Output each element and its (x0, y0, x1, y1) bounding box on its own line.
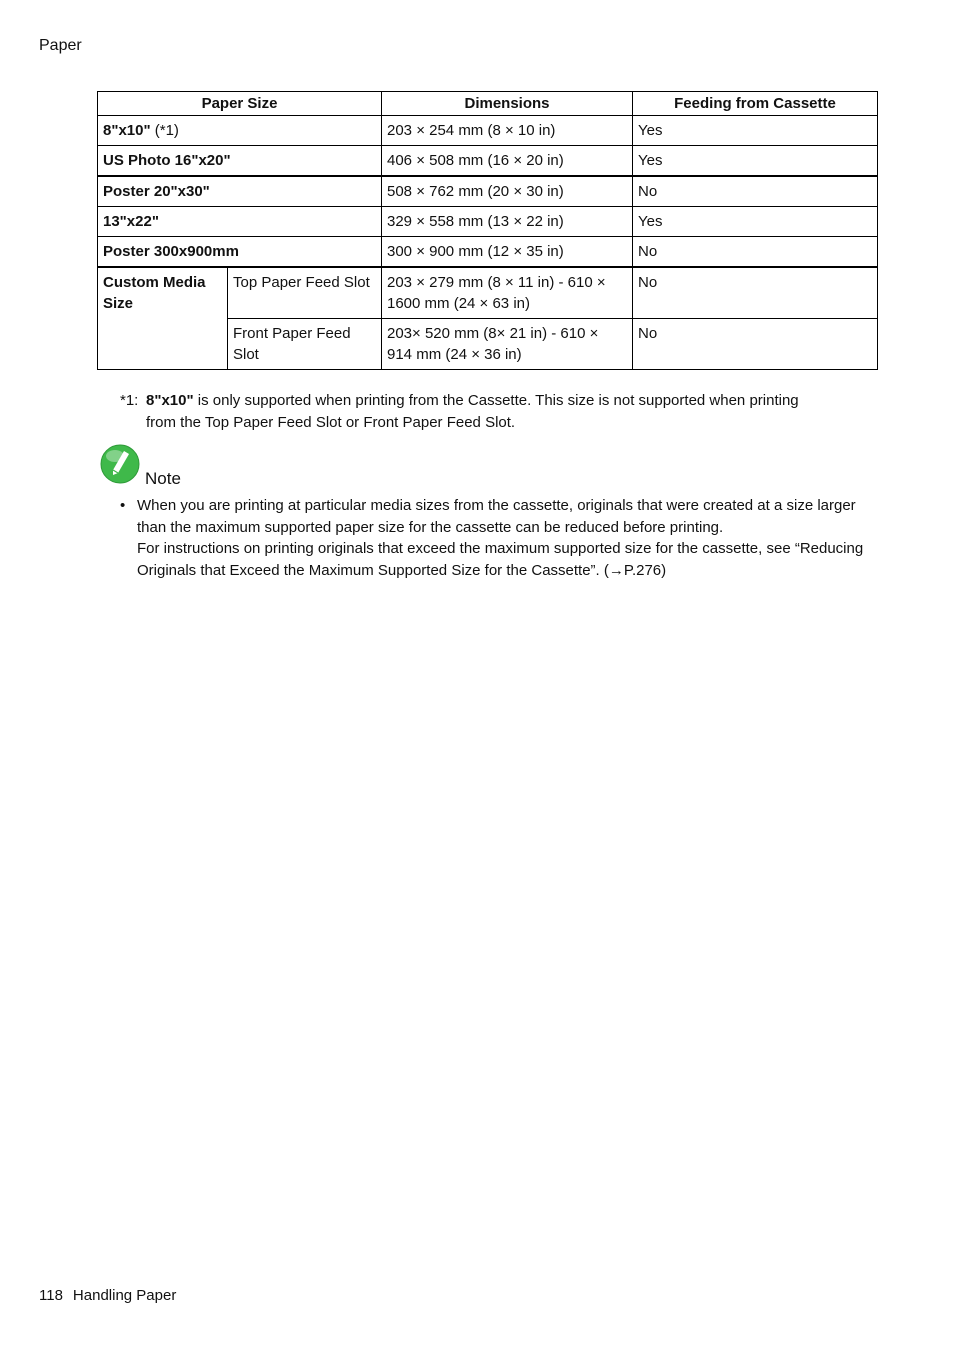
running-header: Paper (39, 37, 82, 54)
dimensions-cell: 300 × 900 mm (12 × 35 in) (382, 237, 633, 268)
dimensions-cell: 329 × 558 mm (13 × 22 in) (382, 207, 633, 237)
feed-slot-cell: Top Paper Feed Slot (228, 267, 382, 319)
pencil-note-icon (100, 444, 140, 484)
note-paragraph: When you are printing at particular media sizes from the cassette, originals that were created at a size larger than the maximum supported paper size for the cassette can be reduced before printing. (137, 497, 856, 536)
table-row (98, 267, 878, 319)
cassette-cell: No (633, 176, 878, 207)
cassette-cell: No (633, 267, 878, 319)
note-paragraph: For instructions on printing originals that exceed the maximum supported size for the cassette, see “Reducing Originals that Exceed the Maximum Supported Size for the Cassette”. (→P.276) (137, 540, 864, 579)
paper-size-cell: Poster 300x900mm (98, 237, 382, 268)
table-row (98, 237, 878, 268)
feed-slot-cell: Front Paper Feed Slot (228, 319, 382, 370)
cassette-cell: Yes (633, 116, 878, 146)
cassette-cell: Yes (633, 146, 878, 177)
header-paper-size: Paper Size (98, 92, 382, 116)
footnote-ref: (*1) (150, 122, 179, 139)
cassette-cell: Yes (633, 207, 878, 237)
paper-size-table (97, 91, 878, 370)
table-row (98, 207, 878, 237)
paper-size-cell: 8"x10" (*1) (98, 116, 382, 146)
dimensions-cell: 203 × 279 mm (8 × 11 in) - 610 × 1600 mm (24 × 63 in) (382, 267, 633, 319)
header-feeding-from-cassette: Feeding from Cassette (633, 92, 878, 116)
paper-size-cell: 13"x22" (98, 207, 382, 237)
dimensions-cell: 203× 520 mm (8× 21 in) - 610 × 914 mm (24 × 36 in) (382, 319, 633, 370)
table-row (98, 116, 878, 146)
cassette-cell: No (633, 319, 878, 370)
dimensions-cell: 406 × 508 mm (16 × 20 in) (382, 146, 633, 177)
table-row (98, 176, 878, 207)
header-dimensions: Dimensions (382, 92, 633, 116)
dimensions-cell: 203 × 254 mm (8 × 10 in) (382, 116, 633, 146)
bullet: • (120, 497, 126, 514)
page-number: 118 (39, 1287, 63, 1304)
page-footer (39, 1287, 176, 1304)
table-row (98, 146, 878, 177)
cassette-cell: No (633, 237, 878, 268)
paper-size-cell: Poster 20"x30" (98, 176, 382, 207)
custom-media-size-cell: Custom Media Size (98, 267, 228, 370)
table-footnote: *1: 8"x10" is only supported when printing from the Cassette. This size is not supported when printing from the Top Paper Feed Slot or Front Paper Feed Slot. (120, 392, 799, 431)
footer-title: Handling Paper (72, 1287, 177, 1304)
note-title: Note (145, 469, 181, 488)
footnote-mark: *1: (120, 392, 139, 409)
paper-size-cell: US Photo 16"x20" (98, 146, 382, 177)
note-body (120, 495, 880, 581)
dimensions-cell: 508 × 762 mm (20 × 30 in) (382, 176, 633, 207)
table-header-row (98, 92, 878, 116)
